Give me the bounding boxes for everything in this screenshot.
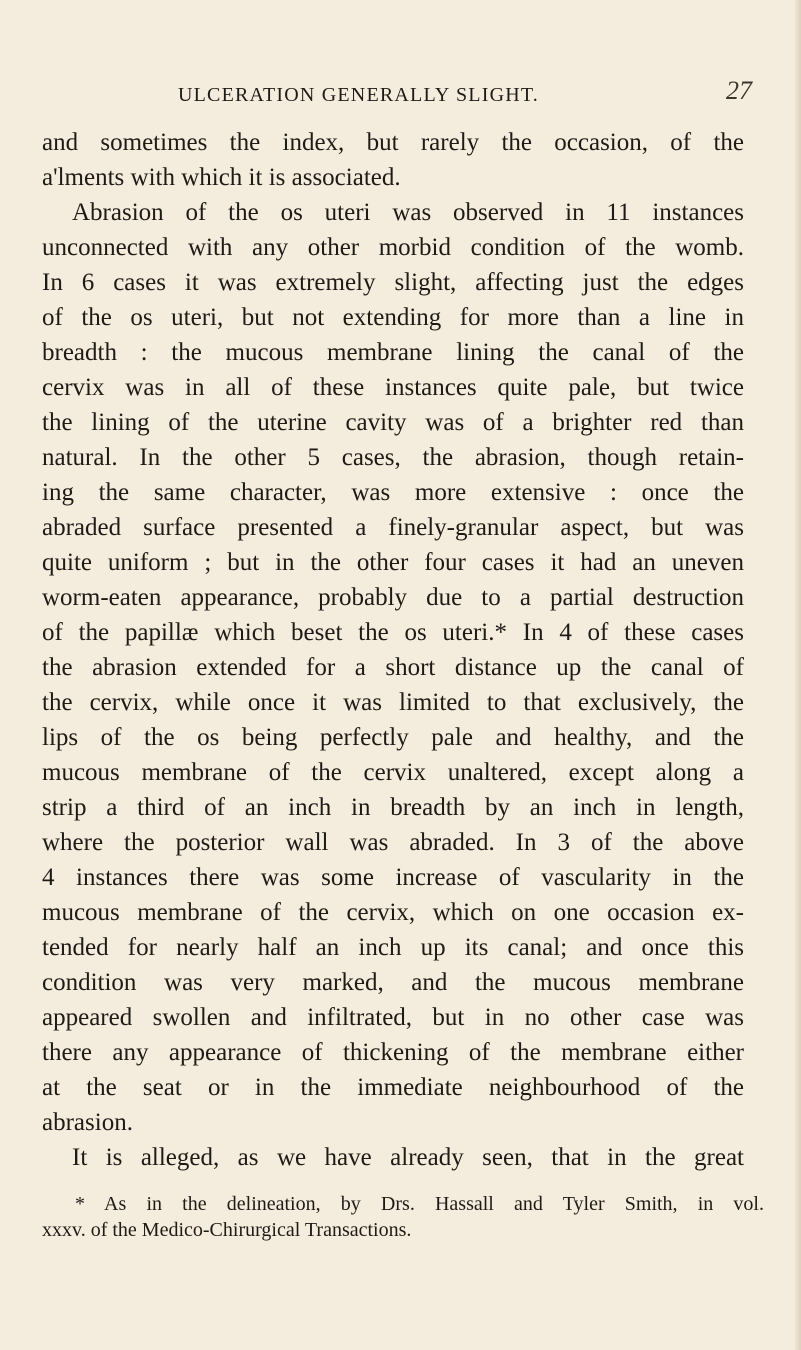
text-line: abrasion. bbox=[42, 1109, 133, 1136]
text-line: unconnected with any other morbid condition of the womb. bbox=[42, 234, 744, 261]
text-line: 4 instances there was some increase of vascularity in the bbox=[42, 864, 744, 891]
footnote-line: xxxv. of the Medico-Chirurgical Transactions. bbox=[42, 1219, 412, 1241]
running-head: ULCERATION GENERALLY SLIGHT. bbox=[178, 84, 540, 106]
text-line: condition was very marked, and the mucous membrane bbox=[42, 969, 744, 996]
footnote-line: * As in the delineation, by Drs. Hassall and Tyler Smith, in vol. bbox=[75, 1193, 764, 1215]
text-line: mucous membrane of the cervix unaltered, except along a bbox=[42, 759, 744, 786]
text-line: a'lments with which it is associated. bbox=[42, 164, 401, 191]
text-line: cervix was in all of these instances quite pale, but twice bbox=[42, 374, 744, 401]
text-line: of the papillæ which beset the os uteri.* In 4 of these cases bbox=[42, 619, 744, 646]
text-line: the abrasion extended for a short distance up the canal of bbox=[42, 654, 744, 681]
text-line: mucous membrane of the cervix, which on one occasion ex- bbox=[42, 899, 744, 926]
page-edge-shadow bbox=[795, 0, 801, 1350]
text-line: ing the same character, was more extensive : once the bbox=[42, 479, 744, 506]
text-line: the lining of the uterine cavity was of a brighter red than bbox=[42, 409, 744, 436]
text-line: Abrasion of the os uteri was observed in 11 instances bbox=[72, 199, 744, 226]
text-line: quite uniform ; but in the other four cases it had an uneven bbox=[42, 549, 744, 576]
text-line: lips of the os being perfectly pale and healthy, and the bbox=[42, 724, 744, 751]
page-number: 27 bbox=[726, 76, 752, 105]
text-line: the cervix, while once it was limited to that exclusively, the bbox=[42, 689, 744, 716]
text-line: abraded surface presented a finely-granular aspect, but was bbox=[42, 514, 744, 541]
text-line: breadth : the mucous membrane lining the canal of the bbox=[42, 339, 744, 366]
text-line: and sometimes the index, but rarely the occasion, of the bbox=[42, 129, 744, 156]
text-line: In 6 cases it was extremely slight, affecting just the edges bbox=[42, 269, 744, 296]
text-line: strip a third of an inch in breadth by an inch in length, bbox=[42, 794, 744, 821]
text-line: natural. In the other 5 cases, the abrasion, though retain- bbox=[42, 444, 744, 471]
text-line: there any appearance of thickening of the membrane either bbox=[42, 1039, 744, 1066]
text-line: at the seat or in the immediate neighbourhood of the bbox=[42, 1074, 744, 1101]
text-line: where the posterior wall was abraded. In 3 of the above bbox=[42, 829, 744, 856]
text-line: It is alleged, as we have already seen, that in the great bbox=[72, 1144, 744, 1171]
text-line: appeared swollen and infiltrated, but in no other case was bbox=[42, 1004, 744, 1031]
text-line: tended for nearly half an inch up its canal; and once this bbox=[42, 934, 744, 961]
text-line: worm-eaten appearance, probably due to a partial destruction bbox=[42, 584, 744, 611]
text-line: of the os uteri, but not extending for more than a line in bbox=[42, 304, 744, 331]
